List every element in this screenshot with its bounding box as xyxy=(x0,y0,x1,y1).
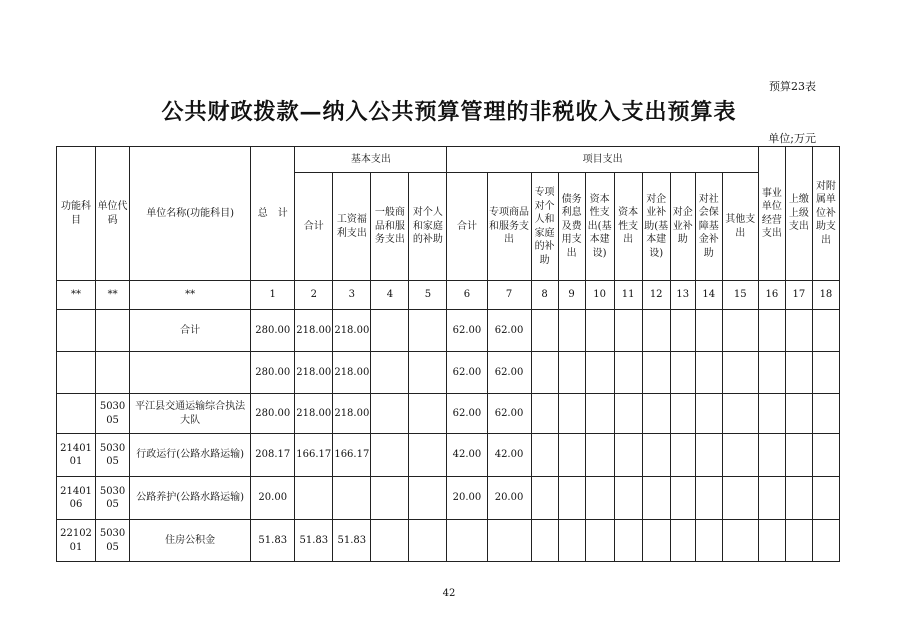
table-row xyxy=(57,434,840,477)
empty-cell xyxy=(558,310,585,352)
header-func-code: 功能科目 xyxy=(57,147,96,281)
empty-cell xyxy=(785,434,812,477)
empty-cell xyxy=(695,310,722,352)
empty-cell xyxy=(558,394,585,434)
page-number: 42 xyxy=(442,588,456,599)
goods-cell xyxy=(371,310,409,352)
empty-cell xyxy=(670,477,695,520)
empty-cell xyxy=(758,477,785,520)
index-cell: 13 xyxy=(670,281,695,310)
unit-code-cell xyxy=(96,352,130,394)
proj-goods-cell: 62.00 xyxy=(487,310,531,352)
header-proj-goods: 专项商品和服务支出 xyxy=(487,173,531,281)
index-cell: ** xyxy=(96,281,130,310)
empty-cell xyxy=(812,394,839,434)
personal-cell xyxy=(409,477,447,520)
personal-cell xyxy=(409,352,447,394)
header-unit-code: 单位代码 xyxy=(96,147,130,281)
wages-cell: 218.00 xyxy=(333,352,371,394)
header-project-group: 项目支出 xyxy=(447,147,758,173)
total-cell: 280.00 xyxy=(251,310,295,352)
proj-goods-cell: 62.00 xyxy=(487,352,531,394)
proj-goods-cell xyxy=(487,520,531,562)
unit-code-cell xyxy=(96,310,130,352)
total-cell: 20.00 xyxy=(251,477,295,520)
proj-goods-cell: 62.00 xyxy=(487,394,531,434)
func-code-cell: 2140101 xyxy=(57,434,96,477)
header-total: 总 计 xyxy=(251,147,295,281)
header-unit-name: 单位名称(功能科目) xyxy=(130,147,251,281)
func-code-cell xyxy=(57,310,96,352)
empty-cell xyxy=(722,394,758,434)
header-capital: 资本性支出 xyxy=(614,173,642,281)
empty-cell xyxy=(722,434,758,477)
empty-cell xyxy=(695,352,722,394)
empty-cell xyxy=(812,310,839,352)
empty-cell xyxy=(758,434,785,477)
empty-cell xyxy=(812,352,839,394)
header-personal: 对个人和家庭的补助 xyxy=(409,173,447,281)
empty-cell xyxy=(670,520,695,562)
index-cell: 5 xyxy=(409,281,447,310)
index-cell: 2 xyxy=(295,281,333,310)
empty-cell xyxy=(695,434,722,477)
func-code-cell xyxy=(57,394,96,434)
empty-cell xyxy=(585,434,614,477)
empty-cell xyxy=(642,394,670,434)
empty-cell xyxy=(670,352,695,394)
table-row xyxy=(57,520,840,562)
empty-cell xyxy=(642,434,670,477)
proj-goods-cell: 42.00 xyxy=(487,434,531,477)
wages-cell: 166.17 xyxy=(333,434,371,477)
empty-cell xyxy=(531,434,558,477)
index-row xyxy=(57,281,840,310)
index-cell: 17 xyxy=(785,281,812,310)
personal-cell xyxy=(409,394,447,434)
index-cell: ** xyxy=(57,281,96,310)
header-debt: 债务利息及费用支出 xyxy=(558,173,585,281)
index-cell: 15 xyxy=(722,281,758,310)
total-cell: 51.83 xyxy=(251,520,295,562)
empty-cell xyxy=(758,394,785,434)
empty-cell xyxy=(642,477,670,520)
empty-cell xyxy=(695,477,722,520)
total-cell: 208.17 xyxy=(251,434,295,477)
empty-cell xyxy=(812,520,839,562)
goods-cell xyxy=(371,352,409,394)
proj-total-cell: 62.00 xyxy=(447,394,487,434)
empty-cell xyxy=(758,352,785,394)
unit-code-cell: 503005 xyxy=(96,434,130,477)
empty-cell xyxy=(531,477,558,520)
func-code-cell: 2210201 xyxy=(57,520,96,562)
empty-cell xyxy=(558,352,585,394)
total-cell: 280.00 xyxy=(251,394,295,434)
empty-cell xyxy=(785,520,812,562)
index-cell: 8 xyxy=(531,281,558,310)
empty-cell xyxy=(558,477,585,520)
empty-cell xyxy=(722,352,758,394)
header-social-fund: 对社会保障基金补助 xyxy=(695,173,722,281)
table-row xyxy=(57,352,840,394)
personal-cell xyxy=(409,310,447,352)
proj-goods-cell: 20.00 xyxy=(487,477,531,520)
header-basic-group: 基本支出 xyxy=(295,147,447,173)
proj-total-cell: 62.00 xyxy=(447,310,487,352)
index-cell: 10 xyxy=(585,281,614,310)
goods-cell xyxy=(371,394,409,434)
table-row xyxy=(57,394,840,434)
empty-cell xyxy=(758,520,785,562)
unit-name-cell: 平江县交通运输综合执法大队 xyxy=(130,394,251,434)
index-cell: 6 xyxy=(447,281,487,310)
unit-code-cell: 503005 xyxy=(96,520,130,562)
total-cell: 280.00 xyxy=(251,352,295,394)
personal-cell xyxy=(409,520,447,562)
empty-cell xyxy=(722,477,758,520)
proj-total-cell: 42.00 xyxy=(447,434,487,477)
basic-total-cell xyxy=(295,477,333,520)
index-cell: 1 xyxy=(251,281,295,310)
empty-cell xyxy=(585,520,614,562)
personal-cell xyxy=(409,434,447,477)
page-title: 公共财政拨款—纳入公共预算管理的非税收入支出预算表 xyxy=(161,99,737,125)
header-upper: 上缴上级支出 xyxy=(785,147,812,281)
header-enterprise-build: 对企业补助(基本建设) xyxy=(642,173,670,281)
empty-cell xyxy=(585,352,614,394)
wages-cell xyxy=(333,477,371,520)
unit-name-cell: 公路养护(公路水路运输) xyxy=(130,477,251,520)
empty-cell xyxy=(531,352,558,394)
empty-cell xyxy=(670,394,695,434)
index-cell: 9 xyxy=(558,281,585,310)
empty-cell xyxy=(531,394,558,434)
unit-name-cell: 行政运行(公路水路运输) xyxy=(130,434,251,477)
header-enterprise: 对企业补助 xyxy=(670,173,695,281)
header-proj-personal: 专项对个人和家庭的补助 xyxy=(531,173,558,281)
unit-name-cell xyxy=(130,352,251,394)
empty-cell xyxy=(642,520,670,562)
basic-total-cell: 218.00 xyxy=(295,310,333,352)
empty-cell xyxy=(670,434,695,477)
empty-cell xyxy=(785,477,812,520)
goods-cell xyxy=(371,434,409,477)
unit-label: 单位;万元 xyxy=(768,132,816,145)
empty-cell xyxy=(531,520,558,562)
empty-cell xyxy=(642,310,670,352)
empty-cell xyxy=(558,520,585,562)
header-basic-total: 合计 xyxy=(295,173,333,281)
header-proj-total: 合计 xyxy=(447,173,487,281)
empty-cell xyxy=(722,310,758,352)
empty-cell xyxy=(558,434,585,477)
index-cell: 7 xyxy=(487,281,531,310)
index-cell: 3 xyxy=(333,281,371,310)
wages-cell: 218.00 xyxy=(333,394,371,434)
basic-total-cell: 218.00 xyxy=(295,394,333,434)
table-row xyxy=(57,477,840,520)
unit-code-cell: 503005 xyxy=(96,394,130,434)
empty-cell xyxy=(812,434,839,477)
empty-cell xyxy=(585,310,614,352)
wages-cell: 51.83 xyxy=(333,520,371,562)
header-wages: 工资福利支出 xyxy=(333,173,371,281)
empty-cell xyxy=(695,394,722,434)
basic-total-cell: 218.00 xyxy=(295,352,333,394)
empty-cell xyxy=(614,310,642,352)
goods-cell xyxy=(371,477,409,520)
empty-cell xyxy=(785,394,812,434)
index-cell: 4 xyxy=(371,281,409,310)
index-cell: ** xyxy=(130,281,251,310)
header-other: 其他支出 xyxy=(722,173,758,281)
unit-code-cell: 503005 xyxy=(96,477,130,520)
empty-cell xyxy=(614,477,642,520)
empty-cell xyxy=(758,310,785,352)
empty-cell xyxy=(785,310,812,352)
func-code-cell: 2140106 xyxy=(57,477,96,520)
empty-cell xyxy=(722,520,758,562)
empty-cell xyxy=(812,477,839,520)
empty-cell xyxy=(670,310,695,352)
header-affiliated: 对附属单位补助支出 xyxy=(812,147,839,281)
empty-cell xyxy=(642,352,670,394)
header-business: 事业单位经营支出 xyxy=(758,147,785,281)
empty-cell xyxy=(614,394,642,434)
header-goods: 一般商品和服务支出 xyxy=(371,173,409,281)
table-number-label: 预算23表 xyxy=(769,80,816,93)
goods-cell xyxy=(371,520,409,562)
proj-total-cell: 62.00 xyxy=(447,352,487,394)
unit-name-cell: 合计 xyxy=(130,310,251,352)
index-cell: 14 xyxy=(695,281,722,310)
index-cell: 18 xyxy=(812,281,839,310)
empty-cell xyxy=(531,310,558,352)
wages-cell: 218.00 xyxy=(333,310,371,352)
budget-table xyxy=(56,146,840,562)
func-code-cell xyxy=(57,352,96,394)
proj-total-cell: 20.00 xyxy=(447,477,487,520)
proj-total-cell xyxy=(447,520,487,562)
index-cell: 12 xyxy=(642,281,670,310)
header-capital-build: 资本性支出(基本建设) xyxy=(585,173,614,281)
empty-cell xyxy=(695,520,722,562)
empty-cell xyxy=(614,520,642,562)
empty-cell xyxy=(785,352,812,394)
empty-cell xyxy=(585,394,614,434)
index-cell: 16 xyxy=(758,281,785,310)
basic-total-cell: 166.17 xyxy=(295,434,333,477)
empty-cell xyxy=(585,477,614,520)
empty-cell xyxy=(614,352,642,394)
index-cell: 11 xyxy=(614,281,642,310)
basic-total-cell: 51.83 xyxy=(295,520,333,562)
table-row xyxy=(57,310,840,352)
unit-name-cell: 住房公积金 xyxy=(130,520,251,562)
empty-cell xyxy=(614,434,642,477)
